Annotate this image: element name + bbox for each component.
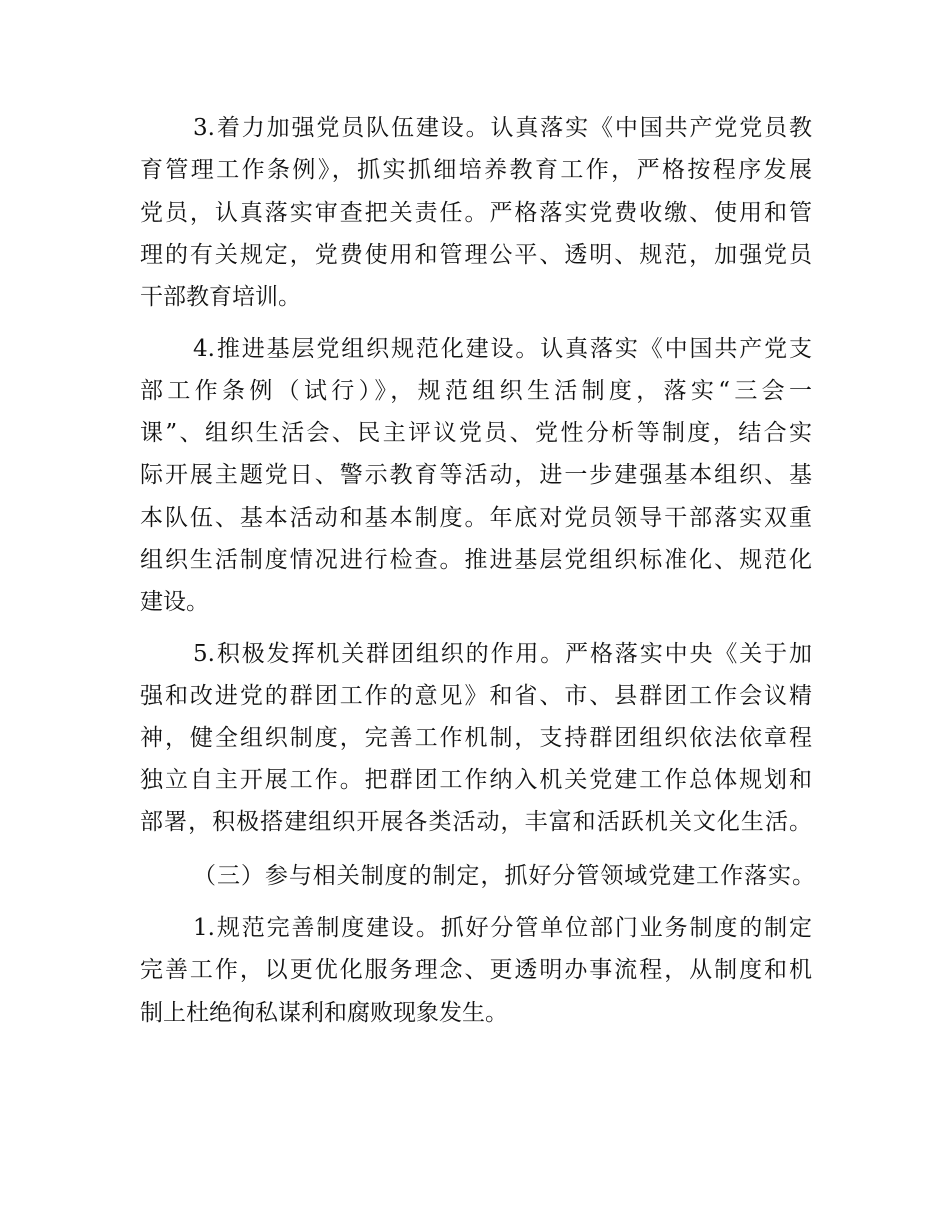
text-line: 本队伍、基本活动和基本制度。年底对党员领导干部落实双重 <box>140 505 812 531</box>
text-line: 强和改进党的群团工作的意见》和省、市、县群团工作会议精 <box>140 683 812 709</box>
text-line: 际开展主题党日、警示教育等活动，进一步建强基本组织、基 <box>140 462 812 488</box>
text-line: 部工作条例（试行）》，规范组织生活制度，落实“三会一 <box>140 378 812 404</box>
text-line: 制上杜绝徇私谋利和腐败现象发生。 <box>140 1000 508 1026</box>
text-line: 完善工作，以更优化服务理念、更透明办事流程，从制度和机 <box>140 957 812 983</box>
text-line: 独立自主开展工作。把群团工作纳入机关党建工作总体规划和 <box>140 767 812 793</box>
text-line: 理的有关规定，党费使用和管理公平、透明、规范，加强党员 <box>140 242 812 268</box>
text-line: 课”、组织生活会、民主评议党员、党性分析等制度，结合实 <box>140 420 812 446</box>
text-line: 建设。 <box>140 589 209 615</box>
text-line: 5.积极发挥机关群团组织的作用。严格落实中央《关于加 <box>193 641 812 667</box>
text-line: 育管理工作条例》，抓实抓细培养教育工作，严格按程序发展 <box>140 157 812 183</box>
text-line: 组织生活制度情况进行检查。推进基层党组织标准化、规范化 <box>140 547 812 573</box>
text-line: 部署，积极搭建组织开展各类活动，丰富和活跃机关文化生活。 <box>140 809 812 835</box>
text-line: 1.规范完善制度建设。抓好分管单位部门业务制度的制定 <box>193 915 812 941</box>
text-line: 4.推进基层党组织规范化建设。认真落实《中国共产党支 <box>193 336 812 362</box>
text-line: 党员，认真落实审查把关责任。严格落实党费收缴、使用和管 <box>140 200 812 226</box>
heading-text: （三）参与相关制度的制定，抓好分管领域党建工作落实。 <box>193 863 815 889</box>
text-line: 神，健全组织制度，完善工作机制，支持群团组织依法依章程 <box>140 725 812 751</box>
text-line: 干部教育培训。 <box>140 284 301 310</box>
text-line: 3.着力加强党员队伍建设。认真落实《中国共产党党员教 <box>193 115 812 141</box>
